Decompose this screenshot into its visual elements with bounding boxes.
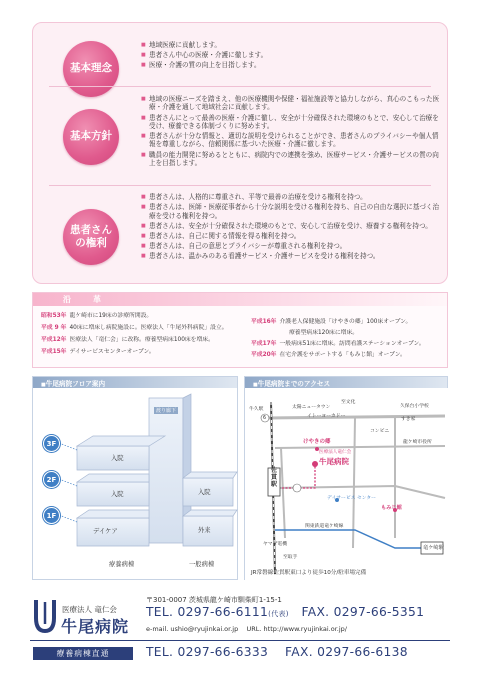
map-hospital-corp: 医療法人竜仁会 xyxy=(319,450,352,455)
map-caption: JR常磐線佐貫駅東口より徒歩10分/駐車場完備 xyxy=(251,570,367,576)
footer-address: 〒301-0007 茨城県龍ケ崎市馴柴町1-15-1 xyxy=(146,596,282,604)
footer-hospital-name: 牛尾病院 xyxy=(61,617,130,636)
history-year: 平成16年 xyxy=(251,319,277,325)
divider xyxy=(49,185,431,186)
history-text: 在宅介護をサポートする「もみじ館」オープン。 xyxy=(279,352,406,358)
floor-label-daycare: デイケア xyxy=(93,528,118,535)
map-momiji: もみじ館 xyxy=(381,505,402,511)
badge-kihon-rinen: 基本理念 xyxy=(63,41,119,97)
history-text: 療養型病床120床に増床。 xyxy=(289,330,359,336)
history-year: 平成12年 xyxy=(41,337,67,343)
list-item: ■ 地域の医療ニーズを踏まえ、他の医療機関や保健・福祉施設等と協力しながら、真心のこもった医療・介護を通して地域社会に貢献します。 xyxy=(141,95,441,112)
history-row xyxy=(251,352,406,359)
footer-fax: FAX. 0297-66-5351 xyxy=(301,605,425,619)
list-item: ■ 患者さんは、医師・医療従事者から十分な説明を受ける権利を持ち、自己の自由な選択に基づく治療を受ける権利を持つ。 xyxy=(141,203,441,220)
footer-email[interactable]: e-mail. ushio@ryujinkai.or.jp xyxy=(146,625,239,633)
footer-direct-line xyxy=(146,645,408,659)
map-kanto-railway: 関東鉄道竜ケ崎線 xyxy=(305,524,344,529)
map-sanuki-station: 佐貫駅 xyxy=(271,467,278,488)
map-hanamaru: 至文化 xyxy=(341,400,356,405)
badge-line: の権利 xyxy=(75,237,107,249)
history-row xyxy=(41,337,214,344)
history-row xyxy=(41,325,228,332)
floor-guide-title: ■ 牛尾病院フロア案内 xyxy=(41,378,105,388)
list-item: ■ 地域医療に貢献します。 xyxy=(141,41,441,49)
history-year: 昭和53年 xyxy=(41,313,67,319)
history-text: 医療法人「竜仁会」に改称。療養型病床100床を増床。 xyxy=(69,337,214,343)
kihon-hoshin-list xyxy=(141,95,441,169)
map-hospital-name: 牛尾病院 xyxy=(319,457,349,466)
list-item: ■ 医療・介護の質の向上を目指します。 xyxy=(141,61,441,69)
history-year: 平成17年 xyxy=(251,341,277,347)
list-item: ■ 患者さんは、人格的に尊重され、平等で最善の治療を受ける権利を持つ。 xyxy=(141,193,441,201)
map-sukiya: すき家 xyxy=(401,417,416,422)
access-map-title: ■ 牛尾病院までのアクセス xyxy=(253,378,330,388)
footer-tel-note: (代表) xyxy=(268,610,289,618)
list-item: ■ 患者さん中心の医療・介護に徹します。 xyxy=(141,51,441,59)
history-row xyxy=(251,319,411,326)
footer-direct-fax: FAX. 0297-66-6138 xyxy=(285,645,408,659)
floor-label-gairai: 外来 xyxy=(198,527,211,534)
map-ryugasaki-shogakko: 久保台小学校 xyxy=(400,404,429,409)
map-toride: 至取手 xyxy=(283,555,298,560)
map-route6: 6 xyxy=(263,416,267,421)
footer-url[interactable]: URL. http://www.ryujinkai.or.jp/ xyxy=(246,625,347,633)
floor-label-2f-right: 入院 xyxy=(198,489,211,496)
philosophy-panel xyxy=(32,22,448,284)
history-row xyxy=(41,349,155,356)
map-bunkakaikan: 龍ケ崎市役所 xyxy=(403,440,432,445)
history-row xyxy=(251,341,425,348)
map-ushiku: 牛久駅 xyxy=(249,407,264,412)
list-item: ■ 患者さんは、安全が十分確保された環境のもとで、安心して治療を受け、療養する権利を持つ。 xyxy=(141,222,441,230)
map-ryugasaki-station: 竜ケ崎駅 xyxy=(423,545,444,551)
history-row xyxy=(289,330,358,337)
building-ryoyo: 療養病棟 xyxy=(109,561,135,568)
floor-label-3f: 入院 xyxy=(111,455,124,462)
elevator-label: 渡り廊下 xyxy=(156,408,177,414)
history-text: 一般病床51床に増床。訪問看護ステーションオープン。 xyxy=(279,341,425,347)
footer-web-line xyxy=(146,625,347,633)
patient-rights-list xyxy=(141,193,441,262)
footer-tel-line xyxy=(146,605,424,619)
history-year: 平成 9 年 xyxy=(41,325,67,331)
floor-label-2f-left: 入院 xyxy=(111,491,124,498)
map-dayservice: デイサービス センター xyxy=(327,496,376,501)
divider xyxy=(49,86,431,87)
access-map-panel xyxy=(244,376,448,580)
floor-guide-panel xyxy=(32,376,238,580)
list-item: ■ 職員の能力開発に努めるとともに、病院内での連携を強め、医療サービス・介護サービスの質の向上を目指します。 xyxy=(141,151,441,168)
map-keyaki: けやきの郷 xyxy=(303,439,331,445)
floor-3f-marker: 3F xyxy=(43,435,60,452)
list-item: ■ 患者さんが十分な情報と、適切な説明を受けられることができ、患者さんのプライバシーや個人情報を尊重しながら、信頼関係に基づいた医療・介護に徹します。 xyxy=(141,132,441,149)
history-year: 平成20年 xyxy=(251,352,277,358)
history-row xyxy=(41,313,152,320)
kihon-rinen-list xyxy=(141,41,441,71)
history-text: 40床に増床し病院施設に。医療法人「牛尾外科病院」設立。 xyxy=(69,325,228,331)
map-konbini: コンビニ xyxy=(370,429,390,434)
floor-1f-marker: 1F xyxy=(43,507,60,524)
map-taiyo: 太陽ニュータウン xyxy=(292,405,331,410)
direct-line-badge: 療養病棟直通 xyxy=(33,647,133,660)
footer-direct-tel: TEL. 0297-66-6333 xyxy=(146,645,269,659)
history-panel xyxy=(32,292,448,368)
building-ippan: 一般病棟 xyxy=(189,561,215,568)
list-item: ■ 患者さんにとって最善の医療・介護に徹し、安全が十分確保された環境のもとで、安心して治療を受け、療養できる体制づくりに努めます。 xyxy=(141,114,441,131)
history-year: 平成15年 xyxy=(41,349,67,355)
history-text: 龍ケ崎市に19床の診療所開設。 xyxy=(69,313,153,319)
hospital-logo-icon xyxy=(33,598,57,634)
history-text: 介護老人保健施設「けやきの郷」100床オープン。 xyxy=(279,319,412,325)
footer-tel: TEL. 0297-66-6111 xyxy=(146,605,269,619)
map-yorkmart: イトーヨーカドー xyxy=(307,414,346,419)
list-item: ■ 患者さんは、温かみのある看護サービス・介護サービスを受ける権利を持つ。 xyxy=(141,252,441,260)
badge-kihon-hoshin: 基本方針 xyxy=(63,109,119,165)
badge-line: 患者さん xyxy=(70,223,112,236)
floor-2f-marker: 2F xyxy=(43,471,60,488)
footer-divider xyxy=(30,640,450,641)
map-yamaya: ヤマダ電機 xyxy=(263,542,287,547)
list-item: ■ 患者さんは、自己に関する情報を得る権利を持つ。 xyxy=(141,232,441,240)
history-text: デイサービスセンターオープン。 xyxy=(69,349,155,355)
history-title: 沿革 xyxy=(63,295,123,304)
list-item: ■ 患者さんは、自己の意思とプライバシーが尊重される権利を持つ。 xyxy=(141,242,441,250)
footer-corp: 医療法人 竜仁会 xyxy=(62,605,117,614)
floor-diagram xyxy=(33,388,239,580)
badge-patient-rights xyxy=(63,209,119,265)
